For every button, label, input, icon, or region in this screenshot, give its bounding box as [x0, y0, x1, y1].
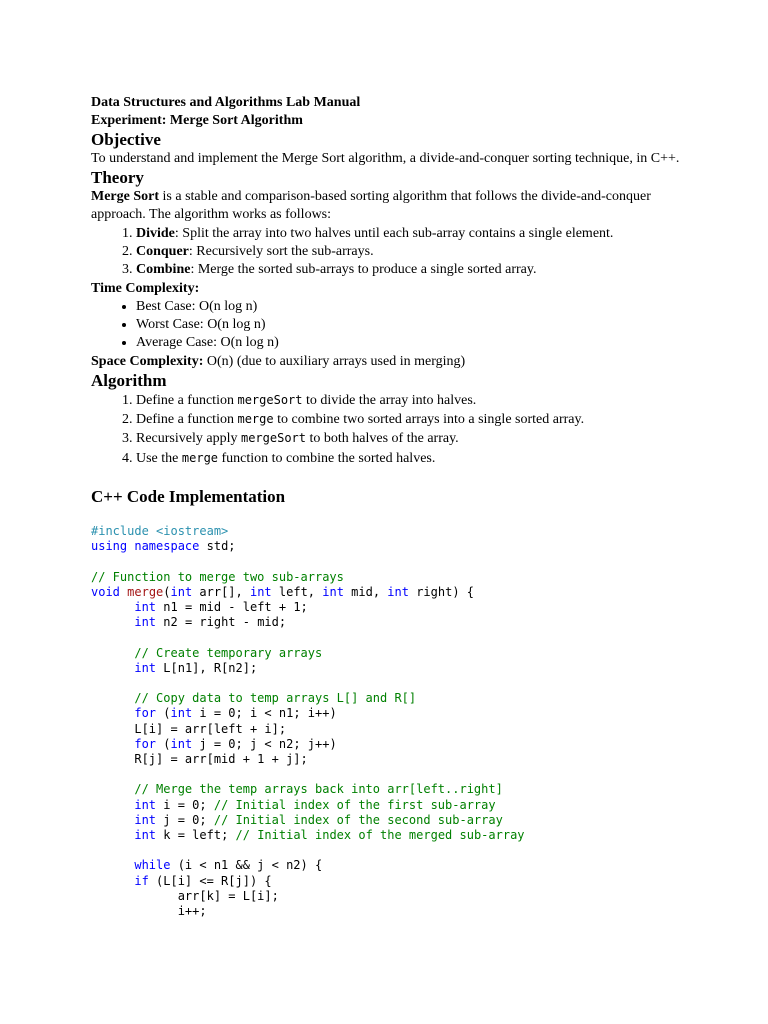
space-complexity-term: Space Complexity: [91, 353, 204, 369]
algorithm-heading: Algorithm [91, 370, 167, 390]
list-item [136, 449, 691, 468]
code-line: if (L[i] <= R[j]) { [134, 873, 272, 888]
theory-intro [91, 188, 691, 224]
list-item [136, 243, 691, 261]
code-line: using namespace std; [91, 539, 236, 554]
code-line: // Function to merge two sub-arrays [91, 569, 344, 584]
step-text: Recursively apply [136, 431, 241, 447]
code-line: int n2 = right - mid; [134, 615, 287, 630]
objective-heading: Objective [91, 130, 161, 149]
inline-code: merge [181, 450, 219, 465]
inline-code: mergeSort [240, 431, 307, 446]
code-line: // Create temporary arrays [134, 645, 323, 660]
theory-steps-list [91, 225, 691, 280]
list-item [136, 225, 691, 243]
document-body [91, 94, 691, 919]
step-text: Use the [136, 450, 182, 466]
list-item: • Worst Case: O(n log n) [136, 316, 691, 334]
experiment-title: Experiment: Merge Sort Algorithm [91, 113, 303, 128]
step-text: : Split the array into two halves until each sub-array contains a single element. [174, 225, 614, 241]
code-line: i++; [91, 904, 207, 919]
algorithm-steps-list [91, 391, 691, 468]
code-line: arr[k] = L[i]; [91, 888, 279, 903]
step-text: function to combine the sorted halves. [218, 450, 436, 466]
objective-text: To understand and implement the Merge Sort algorithm, a divide-and-conquer sorting technique, in C++. [91, 151, 680, 166]
theory-intro-text: is a stable and comparison-based sorting algorithm that follows the divide-and-conquer approach. The algorithm works as follows: [91, 189, 651, 223]
step-text: Define a function [136, 392, 238, 408]
time-complexity-label [91, 280, 691, 298]
code-line: while (i < n1 && j < n2) { [134, 858, 323, 873]
code-line: R[j] = arr[mid + 1 + j]; [91, 752, 308, 767]
space-complexity-text: O(n) (due to auxiliary arrays used in merging) [203, 353, 466, 369]
code-line: #include <iostream> [91, 523, 229, 538]
code-line: int j = 0; // Initial index of the second sub-array [134, 812, 503, 827]
inline-code: merge [237, 412, 274, 427]
manual-title: Data Structures and Algorithms Lab Manual [91, 95, 361, 110]
step-term: Divide [136, 225, 175, 241]
code-implementation-heading: C++ Code Implementation [91, 486, 286, 506]
list-item [136, 410, 691, 429]
code-block [91, 524, 691, 919]
code-line: int k = left; // Initial index of the merged sub-array [134, 828, 525, 843]
list-item [136, 261, 691, 279]
step-text: to both halves of the array. [306, 431, 459, 447]
space-complexity [91, 353, 691, 371]
list-item: • Best Case: O(n log n) [136, 298, 691, 316]
merge-sort-term: Merge Sort [91, 189, 160, 205]
step-term: Combine [136, 262, 191, 278]
code-line: for (int j = 0; j < n2; j++) [134, 736, 337, 751]
step-text: : Recursively sort the sub-arrays. [188, 243, 374, 259]
code-line: int L[n1], R[n2]; [134, 660, 258, 675]
step-text: : Merge the sorted sub-arrays to produce a single sorted array. [190, 262, 537, 278]
code-line: L[i] = arr[left + i]; [91, 721, 287, 736]
theory-heading: Theory [91, 168, 144, 188]
step-text: to divide the array into halves. [302, 392, 477, 408]
step-text: to combine two sorted arrays into a single sorted array. [273, 412, 585, 428]
inline-code: mergeSort [237, 392, 303, 407]
code-line: int n1 = mid - left + 1; [134, 600, 308, 614]
code-line: void merge(int arr[], int left, int mid, int right) { [91, 584, 475, 599]
code-line: // Copy data to temp arrays L[] and R[] [134, 691, 417, 706]
list-item [136, 391, 691, 410]
time-complexity-term: Time Complexity: [91, 280, 200, 296]
time-complexity-list [91, 298, 691, 353]
code-line: int i = 0; // Initial index of the first sub-array [134, 797, 496, 812]
step-term: Conquer [136, 243, 189, 259]
code-line: // Merge the temp arrays back into arr[left..right] [134, 782, 503, 797]
code-line: for (int i = 0; i < n1; i++) [134, 706, 337, 721]
list-item [136, 429, 691, 448]
step-text: Define a function [136, 412, 238, 428]
list-item: • Average Case: O(n log n) [136, 334, 691, 352]
